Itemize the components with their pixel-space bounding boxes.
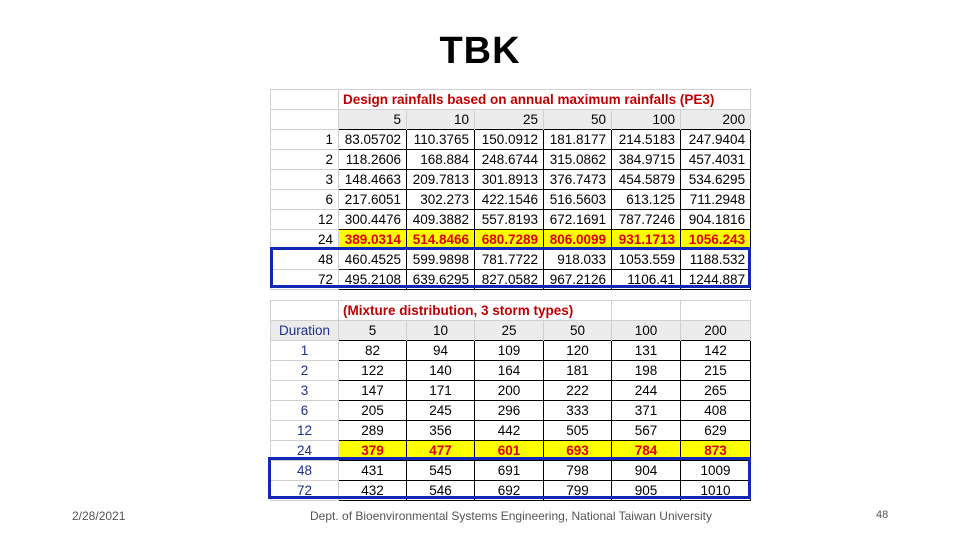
rainfall-value-cell: 799 [544, 481, 612, 501]
rainfall-value-cell: 1056.243 [681, 230, 751, 250]
rainfall-value-cell: 245 [407, 401, 475, 421]
rainfall-value-cell: 389.0314 [339, 230, 407, 250]
slide-title: TBK [439, 30, 521, 72]
rainfall-value-cell: 1053.559 [612, 250, 681, 270]
rainfall-value-cell: 300.4476 [339, 210, 407, 230]
table-row [271, 421, 751, 441]
rainfall-value-cell: 691 [475, 461, 544, 481]
table-row [271, 341, 751, 361]
rainfall-value-cell: 784 [612, 441, 681, 461]
rainfall-value-cell: 692 [475, 481, 544, 501]
rainfall-value-cell: 217.6051 [339, 190, 407, 210]
rainfall-value-cell: 371 [612, 401, 681, 421]
table-row [271, 210, 751, 230]
rainfall-value-cell: 613.125 [612, 190, 681, 210]
rainfall-value-cell: 904.1816 [681, 210, 751, 230]
rainfall-value-cell: 422.1546 [475, 190, 544, 210]
rainfall-value-cell: 356 [407, 421, 475, 441]
duration-cell: 2 [271, 150, 339, 170]
rainfall-value-cell: 601 [475, 441, 544, 461]
rainfall-value-cell: 442 [475, 421, 544, 441]
rainfall-value-cell: 905 [612, 481, 681, 501]
table-row [271, 230, 751, 250]
table1-corner-cell [271, 90, 339, 110]
rainfall-value-cell: 315.0862 [544, 150, 612, 170]
duration-cell: 48 [271, 461, 339, 481]
table1-header-rp: 200 [681, 110, 751, 130]
table-row [271, 461, 751, 481]
table1-header-rp: 25 [475, 110, 544, 130]
page-number: 48 [876, 509, 889, 521]
rainfall-value-cell: 460.4525 [339, 250, 407, 270]
duration-cell: 12 [271, 421, 339, 441]
rainfall-value-cell: 806.0099 [544, 230, 612, 250]
rainfall-value-cell: 244 [612, 381, 681, 401]
table1-title: Design rainfalls based on annual maximum rainfalls (PE3) [339, 90, 751, 110]
rainfall-value-cell: 122 [339, 361, 407, 381]
rainfall-value-cell: 1009 [681, 461, 751, 481]
rainfall-value-cell: 164 [475, 361, 544, 381]
rainfall-value-cell: 1244.887 [681, 270, 751, 290]
rainfall-value-cell: 567 [612, 421, 681, 441]
rainfall-value-cell: 639.6295 [407, 270, 475, 290]
slide-date: 2/28/2021 [72, 509, 126, 523]
rainfall-value-cell: 94 [407, 341, 475, 361]
table2-corner-cell [271, 301, 339, 321]
rainfall-value-cell: 209.7813 [407, 170, 475, 190]
rainfall-value-cell: 711.2948 [681, 190, 751, 210]
rainfall-value-cell: 1106.41 [612, 270, 681, 290]
rainfall-value-cell: 302.273 [407, 190, 475, 210]
rainfall-value-cell: 150.0912 [475, 130, 544, 150]
rainfall-value-cell: 904 [612, 461, 681, 481]
duration-cell: 1 [271, 130, 339, 150]
table-row [271, 381, 751, 401]
rainfall-value-cell: 214.5183 [612, 130, 681, 150]
rainfall-value-cell: 1010 [681, 481, 751, 501]
rainfall-value-cell: 516.5603 [544, 190, 612, 210]
rainfall-value-cell: 265 [681, 381, 751, 401]
table-row [271, 130, 751, 150]
rainfall-value-cell: 781.7722 [475, 250, 544, 270]
duration-cell: 3 [271, 381, 339, 401]
duration-cell: 1 [271, 341, 339, 361]
rainfall-value-cell: 301.8913 [475, 170, 544, 190]
rainfall-value-cell: 120 [544, 341, 612, 361]
table2-title: (Mixture distribution, 3 storm types) [339, 301, 612, 321]
duration-cell: 2 [271, 361, 339, 381]
rainfall-value-cell: 181.8177 [544, 130, 612, 150]
rainfall-value-cell: 477 [407, 441, 475, 461]
rainfall-value-cell: 384.9715 [612, 150, 681, 170]
rainfall-value-cell: 787.7246 [612, 210, 681, 230]
rainfall-value-cell: 142 [681, 341, 751, 361]
rainfall-value-cell: 545 [407, 461, 475, 481]
rainfall-value-cell: 215 [681, 361, 751, 381]
duration-cell: 6 [271, 401, 339, 421]
rainfall-value-cell: 495.2108 [339, 270, 407, 290]
rainfall-value-cell: 931.1713 [612, 230, 681, 250]
rainfall-value-cell: 798 [544, 461, 612, 481]
rainfall-value-cell: 376.7473 [544, 170, 612, 190]
table-row [271, 170, 751, 190]
rainfall-value-cell: 1188.532 [681, 250, 751, 270]
rainfall-value-cell: 109 [475, 341, 544, 361]
table-row [271, 150, 751, 170]
rainfall-value-cell: 454.5879 [612, 170, 681, 190]
rainfall-value-cell: 599.9898 [407, 250, 475, 270]
rainfall-value-cell: 171 [407, 381, 475, 401]
mixture-distribution-table [270, 300, 751, 501]
rainfall-value-cell: 247.9404 [681, 130, 751, 150]
duration-cell: 24 [271, 441, 339, 461]
rainfall-value-cell: 546 [407, 481, 475, 501]
duration-cell: 72 [271, 270, 339, 290]
rainfall-value-cell: 110.3765 [407, 130, 475, 150]
rainfall-value-cell: 140 [407, 361, 475, 381]
table2-empty-cell [612, 301, 681, 321]
rainfall-value-cell: 198 [612, 361, 681, 381]
duration-cell: 6 [271, 190, 339, 210]
duration-cell: 72 [271, 481, 339, 501]
rainfall-value-cell: 296 [475, 401, 544, 421]
duration-cell: 12 [271, 210, 339, 230]
slide-footer: Dept. of Bioenvironmental Systems Engineering, National Taiwan University [310, 509, 712, 523]
table2-header-rp: 200 [681, 321, 751, 341]
rainfall-value-cell: 168.884 [407, 150, 475, 170]
rainfall-value-cell: 147 [339, 381, 407, 401]
table1-header-rp: 10 [407, 110, 475, 130]
duration-cell: 48 [271, 250, 339, 270]
rainfall-value-cell: 289 [339, 421, 407, 441]
table2-header-rp: 25 [475, 321, 544, 341]
rainfall-value-cell: 672.1691 [544, 210, 612, 230]
rainfall-value-cell: 918.033 [544, 250, 612, 270]
rainfall-value-cell: 148.4663 [339, 170, 407, 190]
table2-header-rp: 10 [407, 321, 475, 341]
rainfall-value-cell: 408 [681, 401, 751, 421]
table1-header-rp: 50 [544, 110, 612, 130]
table-row [271, 270, 751, 290]
table2-empty-cell [681, 301, 751, 321]
rainfall-value-cell: 827.0582 [475, 270, 544, 290]
table2-header-rp: 5 [339, 321, 407, 341]
rainfall-value-cell: 432 [339, 481, 407, 501]
rainfall-value-cell: 205 [339, 401, 407, 421]
rainfall-value-cell: 967.2126 [544, 270, 612, 290]
table2-header-rp: 100 [612, 321, 681, 341]
rainfall-value-cell: 557.8193 [475, 210, 544, 230]
rainfall-value-cell: 222 [544, 381, 612, 401]
rainfall-value-cell: 82 [339, 341, 407, 361]
table-row [271, 250, 751, 270]
rainfall-value-cell: 83.05702 [339, 130, 407, 150]
rainfall-value-cell: 680.7289 [475, 230, 544, 250]
rainfall-value-cell: 248.6744 [475, 150, 544, 170]
duration-cell: 24 [271, 230, 339, 250]
rainfall-value-cell: 629 [681, 421, 751, 441]
rainfall-value-cell: 200 [475, 381, 544, 401]
rainfall-value-cell: 118.2606 [339, 150, 407, 170]
rainfall-value-cell: 379 [339, 441, 407, 461]
rainfall-value-cell: 873 [681, 441, 751, 461]
rainfall-value-cell: 333 [544, 401, 612, 421]
rainfall-value-cell: 431 [339, 461, 407, 481]
duration-cell: 3 [271, 170, 339, 190]
rainfall-value-cell: 457.4031 [681, 150, 751, 170]
rainfall-value-cell: 534.6295 [681, 170, 751, 190]
table2-header-rp: 50 [544, 321, 612, 341]
table-row [271, 441, 751, 461]
table1-header-rp: 5 [339, 110, 407, 130]
pe3-design-rainfall-table [270, 89, 751, 290]
rainfall-value-cell: 181 [544, 361, 612, 381]
rainfall-value-cell: 409.3882 [407, 210, 475, 230]
table-row [271, 481, 751, 501]
table-row [271, 361, 751, 381]
table2-duration-header: Duration [271, 321, 339, 341]
rainfall-value-cell: 693 [544, 441, 612, 461]
table1-header-corner [271, 110, 339, 130]
rainfall-value-cell: 514.8466 [407, 230, 475, 250]
rainfall-value-cell: 505 [544, 421, 612, 441]
table1-header-rp: 100 [612, 110, 681, 130]
table-row [271, 401, 751, 421]
table-row [271, 190, 751, 210]
rainfall-value-cell: 131 [612, 341, 681, 361]
